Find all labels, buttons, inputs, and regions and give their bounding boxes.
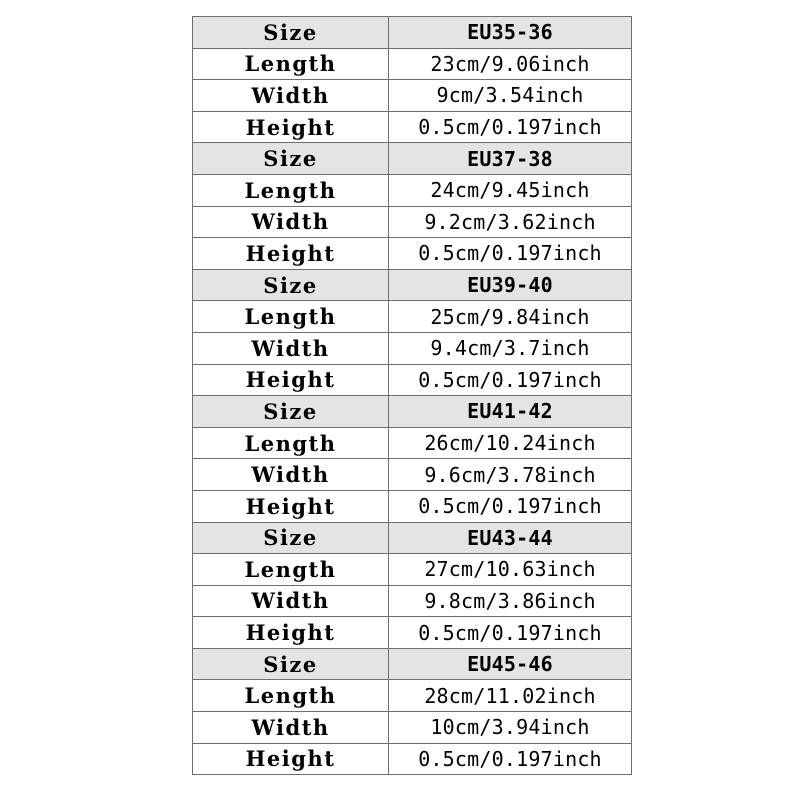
height-row — [193, 743, 632, 775]
length-value: 27cm/10.63inch — [389, 554, 632, 586]
height-label: Height — [193, 111, 389, 143]
length-label: Length — [193, 301, 389, 333]
width-label: Width — [193, 80, 389, 112]
height-row — [193, 238, 632, 270]
height-label: Height — [193, 617, 389, 649]
height-value: 0.5cm/0.197inch — [389, 617, 632, 649]
width-label: Width — [193, 712, 389, 744]
width-row — [193, 712, 632, 744]
length-row — [193, 554, 632, 586]
length-value: 25cm/9.84inch — [389, 301, 632, 333]
height-label: Height — [193, 743, 389, 775]
length-value: 23cm/9.06inch — [389, 48, 632, 80]
length-row — [193, 48, 632, 80]
height-row — [193, 364, 632, 396]
size-label: Size — [193, 396, 389, 428]
width-value: 9.4cm/3.7inch — [389, 332, 632, 364]
size-row — [193, 648, 632, 680]
size-label: Size — [193, 269, 389, 301]
width-row — [193, 585, 632, 617]
size-value: EU43-44 — [389, 522, 632, 554]
size-row — [193, 396, 632, 428]
length-row — [193, 680, 632, 712]
height-row — [193, 111, 632, 143]
width-value: 9cm/3.54inch — [389, 80, 632, 112]
length-label: Length — [193, 48, 389, 80]
height-value: 0.5cm/0.197inch — [389, 490, 632, 522]
width-value: 9.6cm/3.78inch — [389, 459, 632, 491]
size-row — [193, 17, 632, 49]
length-label: Length — [193, 174, 389, 206]
width-row — [193, 80, 632, 112]
width-row — [193, 459, 632, 491]
height-value: 0.5cm/0.197inch — [389, 238, 632, 270]
size-row — [193, 269, 632, 301]
width-label: Width — [193, 459, 389, 491]
height-label: Height — [193, 490, 389, 522]
width-row — [193, 332, 632, 364]
size-row — [193, 522, 632, 554]
size-label: Size — [193, 17, 389, 49]
height-row — [193, 490, 632, 522]
length-label: Length — [193, 554, 389, 586]
width-value: 9.2cm/3.62inch — [389, 206, 632, 238]
size-value: EU45-46 — [389, 648, 632, 680]
size-label: Size — [193, 522, 389, 554]
size-value: EU37-38 — [389, 143, 632, 175]
length-value: 24cm/9.45inch — [389, 174, 632, 206]
height-value: 0.5cm/0.197inch — [389, 743, 632, 775]
size-label: Size — [193, 143, 389, 175]
height-value: 0.5cm/0.197inch — [389, 111, 632, 143]
length-row — [193, 174, 632, 206]
size-value: EU35-36 — [389, 17, 632, 49]
length-label: Length — [193, 680, 389, 712]
length-row — [193, 427, 632, 459]
size-chart-body — [193, 17, 632, 775]
width-label: Width — [193, 585, 389, 617]
length-row — [193, 301, 632, 333]
size-label: Size — [193, 648, 389, 680]
width-row — [193, 206, 632, 238]
width-label: Width — [193, 332, 389, 364]
size-row — [193, 143, 632, 175]
length-value: 28cm/11.02inch — [389, 680, 632, 712]
width-value: 10cm/3.94inch — [389, 712, 632, 744]
height-value: 0.5cm/0.197inch — [389, 364, 632, 396]
size-chart-table — [192, 16, 632, 775]
length-value: 26cm/10.24inch — [389, 427, 632, 459]
size-value: EU39-40 — [389, 269, 632, 301]
width-label: Width — [193, 206, 389, 238]
width-value: 9.8cm/3.86inch — [389, 585, 632, 617]
size-value: EU41-42 — [389, 396, 632, 428]
height-label: Height — [193, 238, 389, 270]
height-row — [193, 617, 632, 649]
length-label: Length — [193, 427, 389, 459]
height-label: Height — [193, 364, 389, 396]
